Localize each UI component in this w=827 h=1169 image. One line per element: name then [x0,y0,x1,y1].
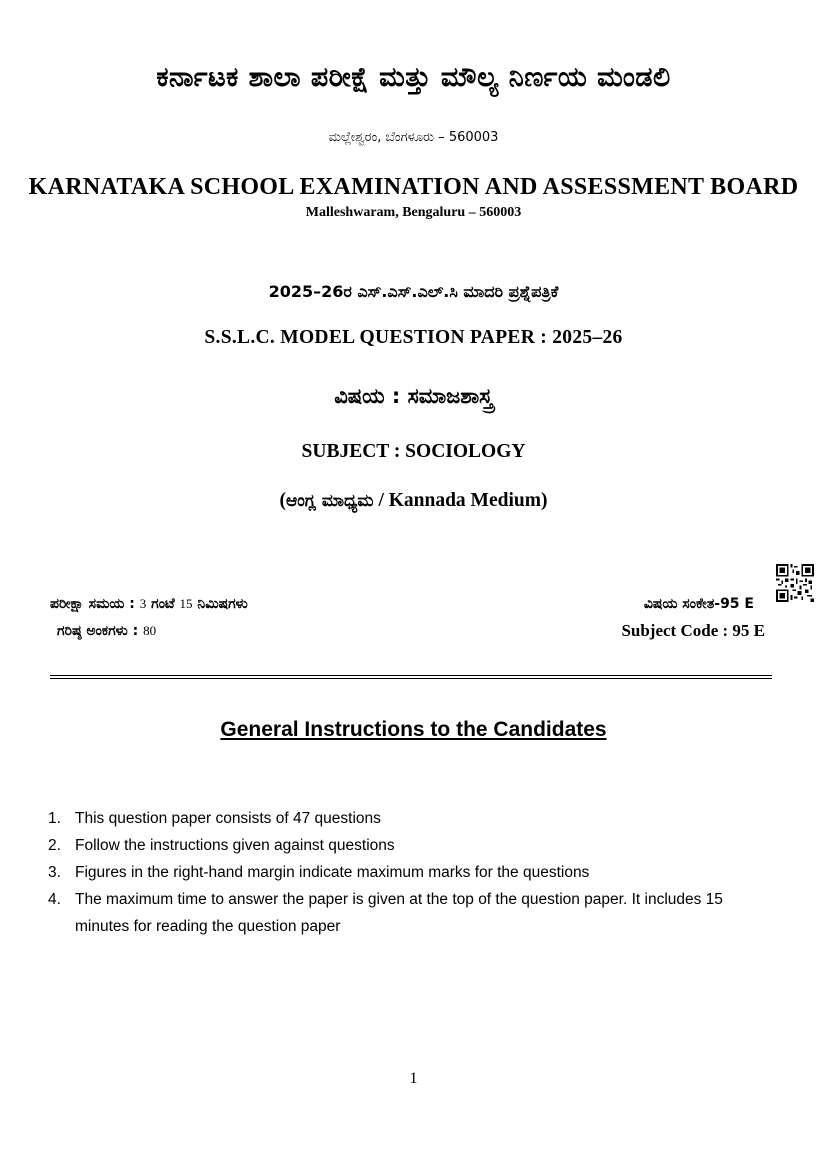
divider-line [50,675,772,676]
medium-separator: / [373,490,389,511]
instruction-text: Figures in the right-hand margin indicate maximum marks for the questions [75,864,590,881]
exam-duration-label: ಪರೀಕ್ಷಾ ಸಮಯ : [50,596,140,612]
exam-duration-hours-unit: ಗಂಟೆ [146,596,180,612]
english-address: Malleshwaram, Bengaluru – 560003 [305,205,522,220]
exam-duration-minutes-unit: ನಿಮಿಷಗಳು [192,596,248,612]
instruction-number: 4. [48,891,61,908]
instruction-number: 2. [48,837,61,854]
instruction-number: 1. [48,810,61,827]
medium-english: Kannada Medium [388,490,541,511]
english-paper-title: S.S.L.C. MODEL QUESTION PAPER : 2025–26 [204,327,623,348]
instruction-item [48,886,768,940]
instruction-text: Follow the instructions given against questions [75,837,395,854]
kannada-board-name: ಕರ್ನಾಟಕ ಶಾಲಾ ಪರೀಕ್ಷೆ ಮತ್ತು ಮೌಲ್ಯ ನಿರ್ಣಯ ಮಂಡಲಿ [156,62,671,93]
medium-close-paren: ) [540,490,548,511]
english-board-name: KARNATAKA SCHOOL EXAMINATION AND ASSESSMENT BOARD [28,174,799,200]
exam-duration-hours: 3 [139,596,147,611]
instruction-item [48,859,768,886]
exam-duration [50,596,248,612]
medium-line [0,490,827,512]
kannada-paper-title: 2025–26ರ ಎಸ್.ಎಸ್.ಎಲ್.ಸಿ ಮಾದರಿ ಪ್ರಶ್ನೆಪತ್ರಿಕೆ [268,282,559,301]
kannada-address: ಮಲ್ಲೇಶ್ವರಂ, ಬೆಂಗಳೂರು – 560003 [328,130,499,145]
english-subject: SUBJECT : SOCIOLOGY [301,441,526,462]
maximum-marks [57,623,156,639]
subject-code-kannada: ವಿಷಯ ಸಂಕೇತ-95 E [643,596,754,612]
page-number: 1 [409,1070,418,1087]
divider-line-secondary [50,678,772,679]
instruction-text: The maximum time to answer the paper is given at the top of the question paper. It includes 15 minutes for reading the question paper [75,891,723,935]
instructions-list [48,805,768,940]
instructions-title: General Instructions to the Candidates [220,718,607,741]
instruction-number: 3. [48,864,61,881]
medium-kannada: ಆಂಗ್ಲ ಮಾಧ್ಯಮ [286,491,374,511]
instruction-text: This question paper consists of 47 questions [75,810,381,827]
qr-code-icon [776,563,814,603]
maximum-marks-label: ಗರಿಷ್ಠ ಅಂಕಗಳು : [57,623,144,639]
subject-code-english: Subject Code : 95 E [621,621,765,640]
instruction-item [48,832,768,859]
instruction-item [48,805,768,832]
exam-duration-minutes: 15 [179,596,193,611]
kannada-subject: ವಿಷಯ : ಸಮಾಜಶಾಸ್ತ್ರ [334,384,493,408]
medium-open-paren: ( [279,490,286,511]
maximum-marks-value: 80 [143,623,157,638]
